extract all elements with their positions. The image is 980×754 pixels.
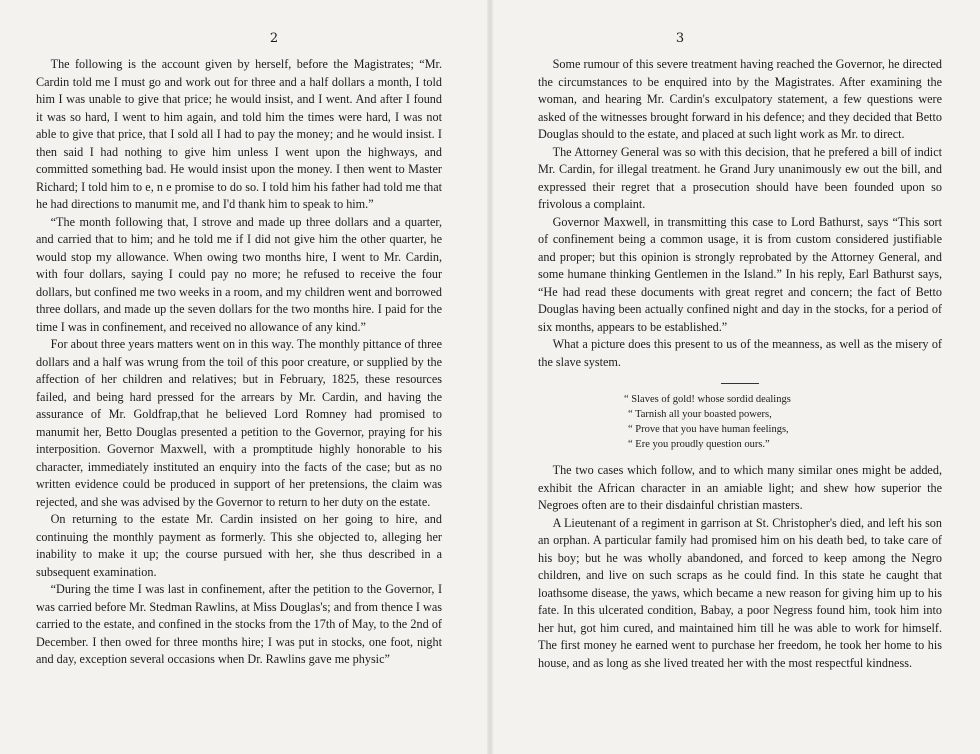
- section-divider: [721, 383, 759, 384]
- verse-line: “ Slaves of gold! whose sordid dealings: [624, 394, 791, 405]
- paragraph: The following is the account given by herself, before the Magistrates; “Mr. Cardin told me I must go and work out for three and a half dollars a month, I told him I was unable to give that price; he would insist, and I went. And after I found it was so hard, I went to him again, and told him the times were hard, I was not able to give that price, that I sold all I had to pay the money; and he would insist. I then said I had nothing to give him unless I went upon the highways, and committed something bad. He would insist upon the money. I then went to Master Richard; I told him to e, n e promise to do so. I told him his father had told me that he had directions to manumit me, and I'd thank him to speak to him.”: [36, 57, 442, 211]
- right-page: [490, 0, 980, 754]
- page-number: 3: [675, 31, 685, 46]
- paragraph: “During the time I was last in confinement, after the petition to the Governor, I was carried before Mr. Stedman Rawlins, at Miss Douglas's; and from thence I was carried to the estate, and confined in the stocks from the 17th of May, to the 2nd of December. I then owed for three months hire; I was put in stocks, one foot, night and day, exception several occasions when Dr. Rawlins gave me physic”: [36, 582, 442, 666]
- verse-line: “ Tarnish all your boasted powers,: [628, 409, 772, 420]
- paragraph: The Attorney General was so with this decision, that he prefered a bill of indict Mr. Cardin, for illegal treatment. he Grand Jury unanimously ew out the bill, and expressed their regret that a prosecution should have been founded upon so frivolous a complaint.: [538, 144, 942, 211]
- right-page-text: [538, 56, 942, 371]
- paragraph: Governor Maxwell, in transmitting this case to Lord Bathurst, says “This sort of confinement being a common usage, it is from custom considered justifiable and proper; but this opinion is strongly reprobated by the Attorney General, and some humane thinking Gentlemen in the Island.” In his reply, Earl Bathurst says, “He had read these documents with great regret and concern; the fact of Betto Douglas having been actually confined night and day in the stocks, for a period of six months, appears to be established.”: [538, 214, 942, 334]
- paragraph: “The month following that, I strove and made up three dollars and a quarter, and carried that to him; and he told me if I did not give him the other quarter, he would stop my allowance. When owing two months hire, I went to Mr. Cardin, with four dollars, saying I could pay no more; he refused to receive the four dollars, but confined me two weeks in a room, and my children went and borrowed three dollars, and made up the seven dollars for the two months hire. I paid for the time I was in confinement, and received no allowance of any kind.”: [36, 214, 442, 334]
- page-number: 2: [269, 31, 279, 46]
- paragraph: On returning to the estate Mr. Cardin insisted on her going to hire, and continuing the monthly payment as formerly. This she objected to, alleging her inability to make it up; the course pursued with her, she thus described in a subsequent examination.: [36, 512, 442, 579]
- paragraph: For about three years matters went on in this way. The monthly pittance of three dollars and a half was wrung from the toil of this poor creature, or supplied by the affection of her children and relatives; but in February, 1825, these resources failed, and being hard pressed for the arrears by Mr. Cardin, and having the assurance of Mr. Goldfrap,that he believed Lord Romney had promised to manumit her, Betto Douglas presented a petition to the Governor, praying for his interposition. Governor Maxwell, with a promptitude highly honorable to his character, immediately instituted an enquiry into the facts of the case; but as no written evidence could be produced in support of her pretensions, the claim was rejected, and she was advised by the Governor to return to her duty on the estate.: [36, 337, 442, 509]
- paragraph: A Lieutenant of a regiment in garrison at St. Christopher's died, and left his son an orphan. A particular family had promised him on his death bed, to take care of his boy; but he was wholly abandoned, and forced to keep among the Negro children, and live on such scraps as he could find. In this state he caught that loathsome disease, the yaws, which became a new reason for giving him up to his fate. In this ulcerated condition, Babay, a poor Negress found him, took him into her hut, got him cured, and maintained him till he was able to work for himself. The first money he earned went to purchase her freedom, he took her home to his house, and as long as she lived treated her with the most respectful kindness.: [538, 515, 942, 670]
- right-page-text-continued: [538, 462, 942, 672]
- left-page-text: [36, 56, 442, 669]
- verse-line: “ Prove that you have human feelings,: [628, 424, 789, 435]
- paragraph: What a picture does this present to us of the meanness, as well as the misery of the slave system.: [538, 337, 942, 369]
- verse-line: “ Ere you proudly question ours.”: [628, 439, 770, 450]
- verse-quote: [624, 392, 942, 452]
- paragraph: The two cases which follow, and to which many similar ones might be added, exhibit the African character in an amiable light; and shew how superior the Negroes often are to their disdainful christian masters.: [538, 463, 942, 512]
- paragraph: Some rumour of this severe treatment having reached the Governor, he directed the circumstances to be enquired into by the Magistrates. After examining the woman, and hearing Mr. Cardin's exculpatory statement, a few questions were asked of the witnesses brought forward in his defence; and they decided that Betto Douglas should to the estate, and placed at such light work as Mr. to direct.: [538, 57, 942, 141]
